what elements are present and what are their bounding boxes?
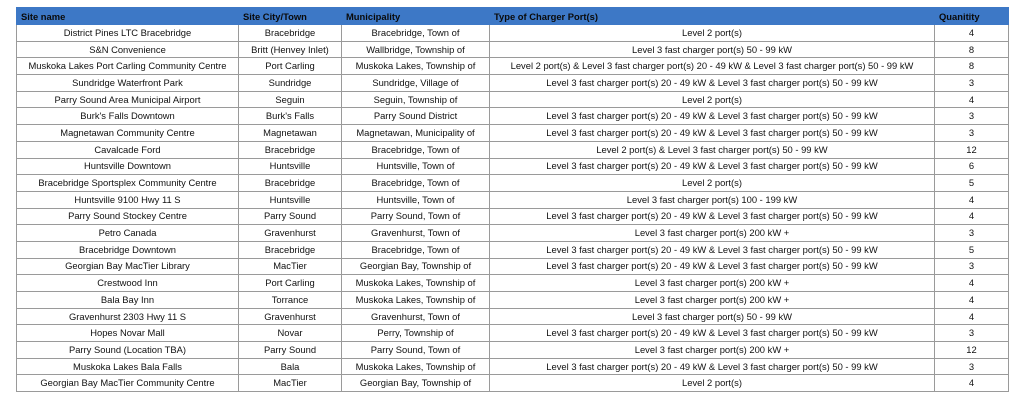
site-city-cell[interactable]: MacTier	[239, 258, 342, 275]
table-row	[17, 375, 1009, 392]
header-municipality[interactable]: Municipality	[342, 8, 490, 25]
charger-type-cell[interactable]: Level 3 fast charger port(s) 200 kW +	[490, 342, 935, 359]
site-city-cell[interactable]: Gravenhurst	[239, 225, 342, 242]
quantity-cell[interactable]: 3	[935, 358, 1009, 375]
site-name-cell[interactable]: Hopes Novar Mall	[17, 325, 239, 342]
table-row	[17, 275, 1009, 292]
site-city-cell[interactable]: Port Carling	[239, 58, 342, 75]
quantity-cell[interactable]: 3	[935, 75, 1009, 92]
charger-type-cell[interactable]: Level 3 fast charger port(s) 200 kW +	[490, 292, 935, 309]
site-name-cell[interactable]: Gravenhurst 2303 Hwy 11 S	[17, 308, 239, 325]
site-city-cell[interactable]: Huntsville	[239, 158, 342, 175]
table-row	[17, 25, 1009, 42]
table-row	[17, 225, 1009, 242]
municipality-cell[interactable]: Muskoka Lakes, Township of	[342, 292, 490, 309]
site-name-cell[interactable]: Sundridge Waterfront Park	[17, 75, 239, 92]
charger-type-cell[interactable]: Level 3 fast charger port(s) 50 - 99 kW	[490, 41, 935, 58]
site-name-cell[interactable]: Muskoka Lakes Bala Falls	[17, 358, 239, 375]
site-name-cell[interactable]: District Pines LTC Bracebridge	[17, 25, 239, 42]
charger-type-cell[interactable]: Level 3 fast charger port(s) 20 - 49 kW & Level 3 fast charger port(s) 50 - 99 kW	[490, 358, 935, 375]
site-city-cell[interactable]: Port Carling	[239, 275, 342, 292]
municipality-cell[interactable]: Muskoka Lakes, Township of	[342, 58, 490, 75]
quantity-cell[interactable]: 4	[935, 191, 1009, 208]
site-name-cell[interactable]: Parry Sound Area Municipal Airport	[17, 91, 239, 108]
site-name-cell[interactable]: Cavalcade Ford	[17, 141, 239, 158]
quantity-cell[interactable]: 4	[935, 308, 1009, 325]
table-row	[17, 158, 1009, 175]
table-row	[17, 325, 1009, 342]
site-city-cell[interactable]: Novar	[239, 325, 342, 342]
site-name-cell[interactable]: Burk's Falls Downtown	[17, 108, 239, 125]
municipality-cell[interactable]: Gravenhurst, Town of	[342, 225, 490, 242]
municipality-cell[interactable]: Perry, Township of	[342, 325, 490, 342]
charger-type-cell[interactable]: Level 3 fast charger port(s) 20 - 49 kW & Level 3 fast charger port(s) 50 - 99 kW	[490, 125, 935, 142]
site-city-cell[interactable]: Seguin	[239, 91, 342, 108]
quantity-cell[interactable]: 8	[935, 41, 1009, 58]
site-name-cell[interactable]: Crestwood Inn	[17, 275, 239, 292]
site-name-cell[interactable]: Bala Bay Inn	[17, 292, 239, 309]
charger-type-cell[interactable]: Level 2 port(s)	[490, 375, 935, 392]
charger-type-cell[interactable]: Level 3 fast charger port(s) 100 - 199 kW	[490, 191, 935, 208]
charger-sites-sheet	[16, 7, 1008, 392]
municipality-cell[interactable]: Georgian Bay, Township of	[342, 375, 490, 392]
quantity-cell[interactable]: 4	[935, 292, 1009, 309]
table-row	[17, 91, 1009, 108]
charger-type-cell[interactable]: Level 3 fast charger port(s) 20 - 49 kW & Level 3 fast charger port(s) 50 - 99 kW	[490, 108, 935, 125]
charger-type-cell[interactable]: Level 2 port(s)	[490, 175, 935, 192]
municipality-cell[interactable]: Wallbridge, Township of	[342, 41, 490, 58]
charger-sites-table	[16, 7, 1009, 392]
site-city-cell[interactable]: Huntsville	[239, 191, 342, 208]
charger-type-cell[interactable]: Level 2 port(s)	[490, 91, 935, 108]
charger-type-cell[interactable]: Level 3 fast charger port(s) 20 - 49 kW & Level 3 fast charger port(s) 50 - 99 kW	[490, 258, 935, 275]
charger-type-cell[interactable]: Level 2 port(s) & Level 3 fast charger port(s) 50 - 99 kW	[490, 141, 935, 158]
municipality-cell[interactable]: Bracebridge, Town of	[342, 241, 490, 258]
site-name-cell[interactable]: Parry Sound (Location TBA)	[17, 342, 239, 359]
municipality-cell[interactable]: Muskoka Lakes, Township of	[342, 358, 490, 375]
site-name-cell[interactable]: Bracebridge Downtown	[17, 241, 239, 258]
table-row	[17, 191, 1009, 208]
table-row	[17, 141, 1009, 158]
site-city-cell[interactable]: Magnetawan	[239, 125, 342, 142]
site-name-cell[interactable]: Georgian Bay MacTier Community Centre	[17, 375, 239, 392]
table-row	[17, 308, 1009, 325]
site-city-cell[interactable]: Bracebridge	[239, 175, 342, 192]
table-row	[17, 125, 1009, 142]
table-row	[17, 75, 1009, 92]
table-header	[17, 8, 1009, 25]
site-city-cell[interactable]: Torrance	[239, 292, 342, 309]
site-city-cell[interactable]: Bala	[239, 358, 342, 375]
municipality-cell[interactable]: Sundridge, Village of	[342, 75, 490, 92]
header-site-city-town[interactable]: Site City/Town	[239, 8, 342, 25]
header-charger-port-type[interactable]: Type of Charger Port(s)	[490, 8, 935, 25]
quantity-cell[interactable]: 12	[935, 342, 1009, 359]
charger-type-cell[interactable]: Level 3 fast charger port(s) 50 - 99 kW	[490, 308, 935, 325]
site-name-cell[interactable]: Petro Canada	[17, 225, 239, 242]
quantity-cell[interactable]: 5	[935, 175, 1009, 192]
site-name-cell[interactable]: Georgian Bay MacTier Library	[17, 258, 239, 275]
quantity-cell[interactable]: 4	[935, 375, 1009, 392]
quantity-cell[interactable]: 4	[935, 275, 1009, 292]
table-row	[17, 241, 1009, 258]
table-row	[17, 292, 1009, 309]
site-city-cell[interactable]: Parry Sound	[239, 208, 342, 225]
municipality-cell[interactable]: Bracebridge, Town of	[342, 141, 490, 158]
municipality-cell[interactable]: Huntsville, Town of	[342, 191, 490, 208]
charger-type-cell[interactable]: Level 2 port(s)	[490, 25, 935, 42]
quantity-cell[interactable]: 12	[935, 141, 1009, 158]
site-name-cell[interactable]: Huntsville Downtown	[17, 158, 239, 175]
header-quantity[interactable]: Quanitity	[935, 8, 1009, 25]
municipality-cell[interactable]: Bracebridge, Town of	[342, 175, 490, 192]
table-row	[17, 258, 1009, 275]
site-city-cell[interactable]: Britt (Henvey Inlet)	[239, 41, 342, 58]
charger-type-cell[interactable]: Level 3 fast charger port(s) 20 - 49 kW & Level 3 fast charger port(s) 50 - 99 kW	[490, 325, 935, 342]
site-city-cell[interactable]: Bracebridge	[239, 25, 342, 42]
table-row	[17, 175, 1009, 192]
charger-type-cell[interactable]: Level 3 fast charger port(s) 20 - 49 kW & Level 3 fast charger port(s) 50 - 99 kW	[490, 241, 935, 258]
quantity-cell[interactable]: 4	[935, 208, 1009, 225]
table-row	[17, 108, 1009, 125]
municipality-cell[interactable]: Huntsville, Town of	[342, 158, 490, 175]
municipality-cell[interactable]: Muskoka Lakes, Township of	[342, 275, 490, 292]
municipality-cell[interactable]: Georgian Bay, Township of	[342, 258, 490, 275]
site-city-cell[interactable]: MacTier	[239, 375, 342, 392]
charger-type-cell[interactable]: Level 3 fast charger port(s) 20 - 49 kW & Level 3 fast charger port(s) 50 - 99 kW	[490, 158, 935, 175]
charger-type-cell[interactable]: Level 3 fast charger port(s) 200 kW +	[490, 225, 935, 242]
quantity-cell[interactable]: 3	[935, 325, 1009, 342]
municipality-cell[interactable]: Bracebridge, Town of	[342, 25, 490, 42]
site-city-cell[interactable]: Bracebridge	[239, 141, 342, 158]
municipality-cell[interactable]: Seguin, Township of	[342, 91, 490, 108]
table-row	[17, 358, 1009, 375]
municipality-cell[interactable]: Parry Sound, Town of	[342, 208, 490, 225]
quantity-cell[interactable]: 6	[935, 158, 1009, 175]
quantity-cell[interactable]: 4	[935, 25, 1009, 42]
site-name-cell[interactable]: S&N Convenience	[17, 41, 239, 58]
table-body	[17, 25, 1009, 392]
quantity-cell[interactable]: 3	[935, 258, 1009, 275]
site-city-cell[interactable]: Sundridge	[239, 75, 342, 92]
quantity-cell[interactable]: 3	[935, 108, 1009, 125]
site-name-cell[interactable]: Huntsville 9100 Hwy 11 S	[17, 191, 239, 208]
site-city-cell[interactable]: Burk's Falls	[239, 108, 342, 125]
table-row	[17, 41, 1009, 58]
charger-type-cell[interactable]: Level 3 fast charger port(s) 20 - 49 kW & Level 3 fast charger port(s) 50 - 99 kW	[490, 75, 935, 92]
charger-type-cell[interactable]: Level 2 port(s) & Level 3 fast charger port(s) 20 - 49 kW & Level 3 fast charger port(s) 50 - 99 kW	[490, 58, 935, 75]
table-row	[17, 58, 1009, 75]
quantity-cell[interactable]: 4	[935, 91, 1009, 108]
table-row	[17, 208, 1009, 225]
quantity-cell[interactable]: 3	[935, 225, 1009, 242]
charger-type-cell[interactable]: Level 3 fast charger port(s) 20 - 49 kW & Level 3 fast charger port(s) 50 - 99 kW	[490, 208, 935, 225]
municipality-cell[interactable]: Parry Sound, Town of	[342, 342, 490, 359]
header-row	[17, 8, 1009, 25]
site-city-cell[interactable]: Parry Sound	[239, 342, 342, 359]
site-city-cell[interactable]: Gravenhurst	[239, 308, 342, 325]
quantity-cell[interactable]: 5	[935, 241, 1009, 258]
site-name-cell[interactable]: Muskoka Lakes Port Carling Community Centre	[17, 58, 239, 75]
municipality-cell[interactable]: Gravenhurst, Town of	[342, 308, 490, 325]
site-name-cell[interactable]: Parry Sound Stockey Centre	[17, 208, 239, 225]
municipality-cell[interactable]: Parry Sound District	[342, 108, 490, 125]
site-city-cell[interactable]: Bracebridge	[239, 241, 342, 258]
site-name-cell[interactable]: Magnetawan Community Centre	[17, 125, 239, 142]
table-row	[17, 342, 1009, 359]
municipality-cell[interactable]: Magnetawan, Municipality of	[342, 125, 490, 142]
quantity-cell[interactable]: 8	[935, 58, 1009, 75]
site-name-cell[interactable]: Bracebridge Sportsplex Community Centre	[17, 175, 239, 192]
charger-type-cell[interactable]: Level 3 fast charger port(s) 200 kW +	[490, 275, 935, 292]
header-site-name[interactable]: Site name	[17, 8, 239, 25]
quantity-cell[interactable]: 3	[935, 125, 1009, 142]
